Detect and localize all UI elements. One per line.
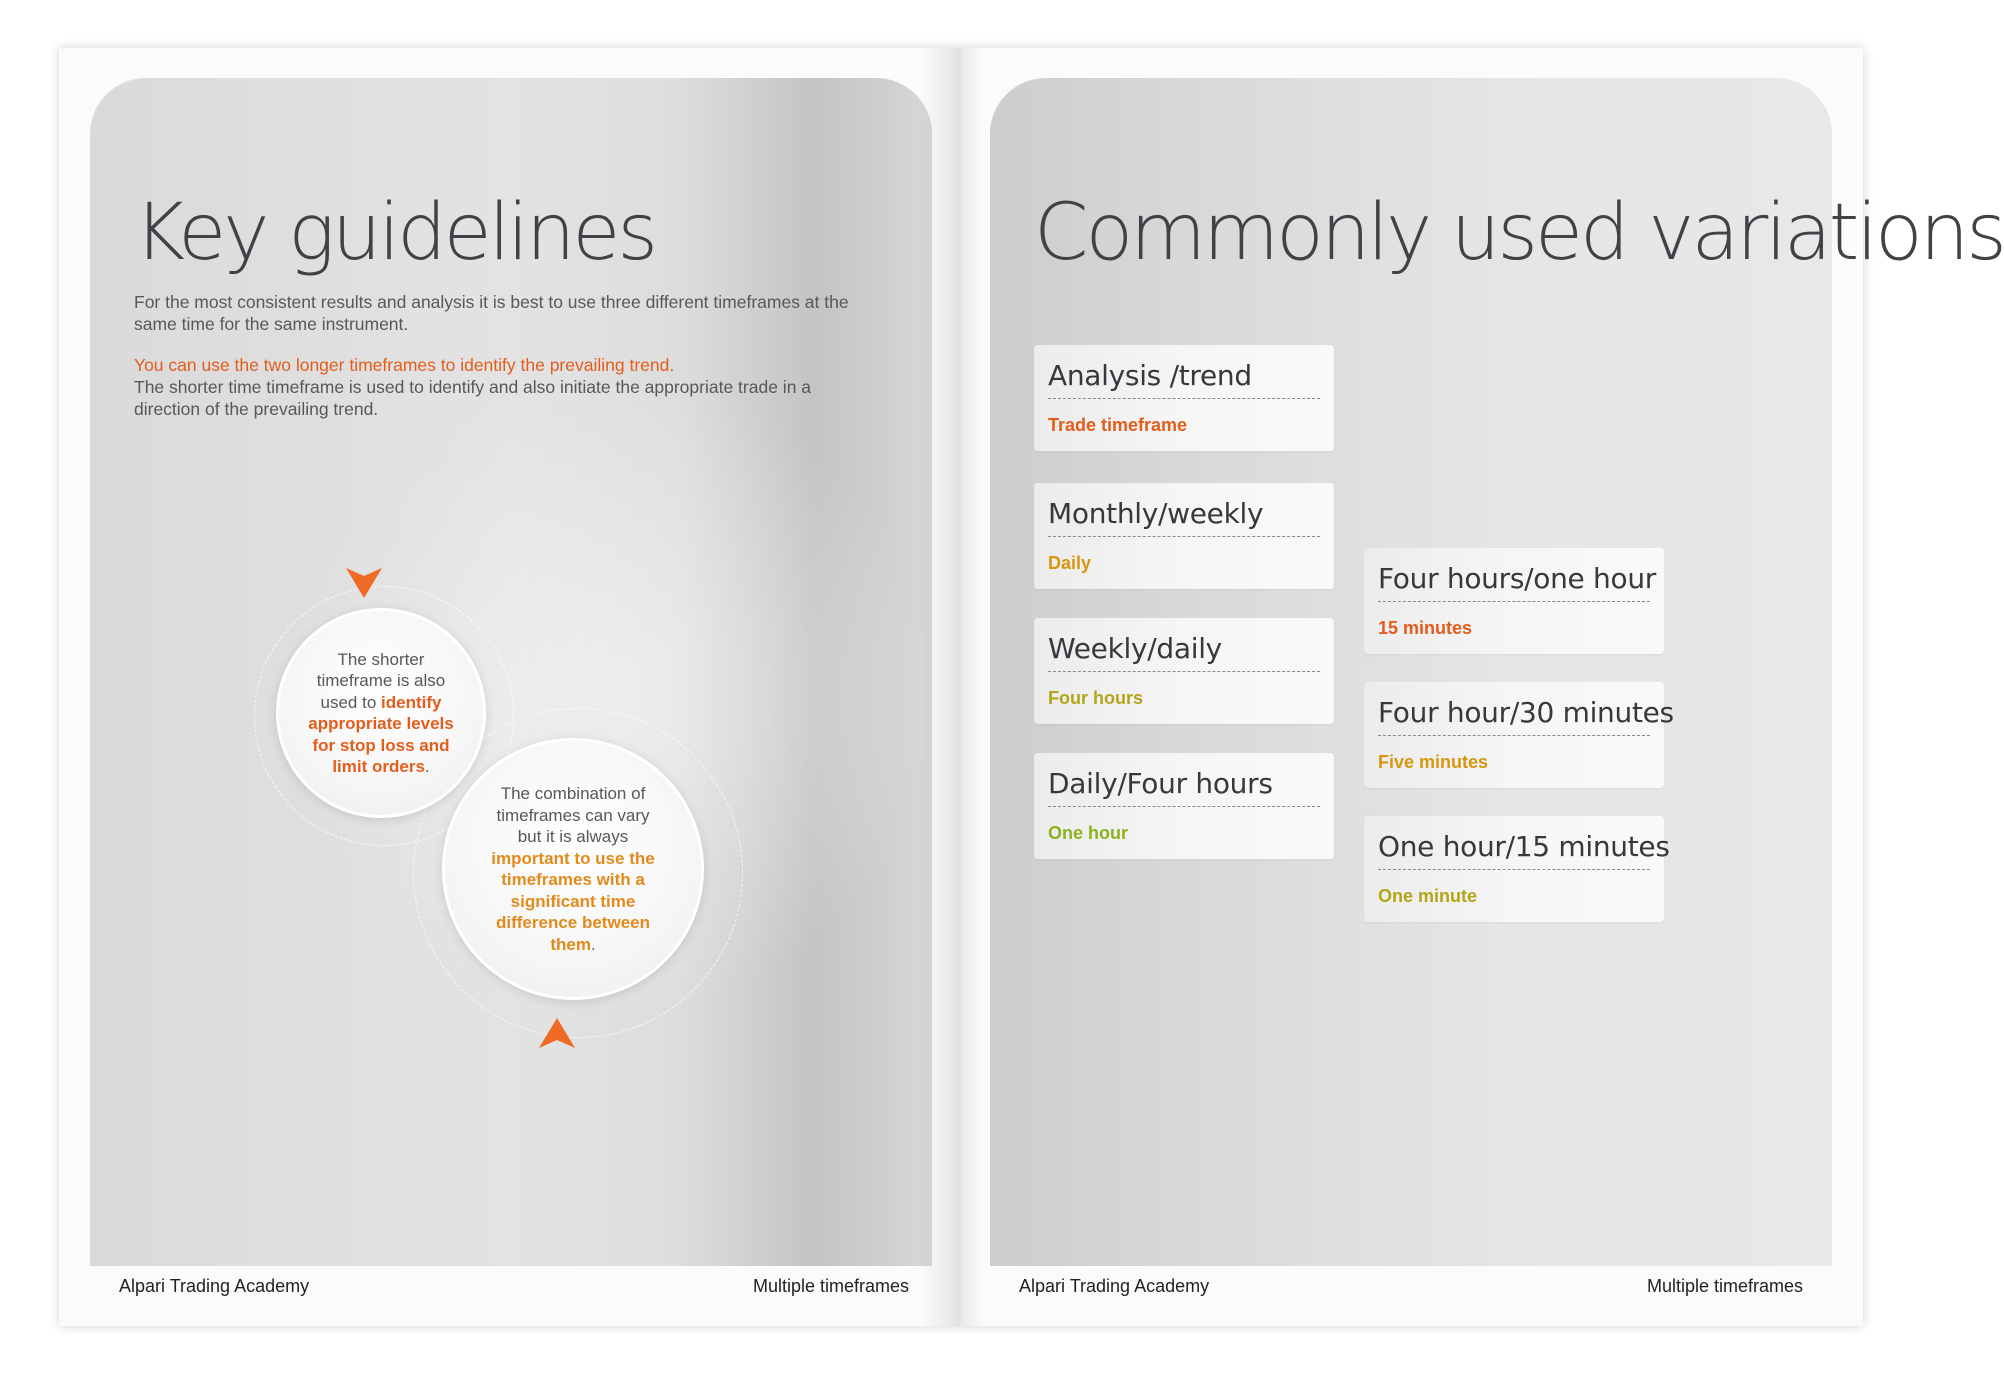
brochure-spread (59, 48, 2004, 1326)
card-subtitle: Trade timeframe (1048, 415, 1188, 435)
card-title: Daily/Four hours (1048, 767, 1320, 807)
card-subtitle: 15 minutes (1378, 618, 1473, 638)
card-subtitle: Five minutes (1378, 752, 1489, 772)
bubble-plain-text: The combination of timeframes can vary but it is always (496, 784, 650, 846)
card-subtitle: Daily (1048, 553, 1092, 573)
left-page (59, 48, 961, 1326)
card-title: One hour/15 minutes (1378, 830, 1650, 870)
body-text: The shorter time timeframe is used to identify and also initiate the appropriate trade in a direction of the prevailing trend. (134, 377, 812, 419)
variation-card (1034, 345, 1334, 451)
arrow-down-icon (344, 566, 384, 600)
intro-text (134, 291, 874, 439)
footer-brand: Alpari Trading Academy (119, 1276, 310, 1296)
page-title: Key guidelines (134, 188, 656, 278)
bubble-plain-text: The shorter timeframe is also used to (316, 649, 446, 712)
arrow-up-icon (537, 1016, 577, 1050)
highlight-text: You can use the two longer timeframes to identify the prevailing trend. (134, 355, 675, 375)
page-footer (59, 1276, 961, 1316)
card-title: Weekly/daily (1048, 632, 1320, 672)
card-title: Four hours/one hour (1378, 562, 1650, 602)
footer-section: Multiple timeframes (1646, 1276, 1803, 1296)
bubble-text (305, 649, 457, 778)
footer-brand: Alpari Trading Academy (1019, 1276, 1210, 1296)
card-subtitle: One hour (1048, 823, 1128, 843)
variation-card (1364, 548, 1664, 654)
intro-paragraph-2 (134, 354, 874, 420)
footer-section: Multiple timeframes (752, 1276, 909, 1296)
card-title: Analysis /trend (1048, 359, 1320, 399)
bubble-shorter-timeframe (276, 608, 486, 818)
card-subtitle: One minute (1378, 886, 1478, 906)
bubble-end-text: . (424, 757, 430, 776)
bubble-text (485, 783, 661, 955)
page-footer (961, 1276, 1863, 1316)
card-title: Four hour/30 minutes (1378, 696, 1650, 736)
bubble-highlight-text: important to use the timeframes with a significant time difference between them (491, 848, 655, 954)
variation-card (1034, 483, 1334, 589)
variation-card (1364, 682, 1674, 788)
variation-card (1034, 618, 1334, 724)
variation-card (1364, 816, 1670, 922)
variation-card (1034, 753, 1334, 859)
page-title: Commonly used variations (1034, 188, 2004, 278)
right-page (961, 48, 2004, 1326)
right-panel (990, 78, 2004, 1266)
left-panel (90, 78, 932, 1266)
card-subtitle: Four hours (1048, 688, 1143, 708)
bubble-combination (442, 738, 704, 1000)
bubble-end-text: . (590, 934, 596, 954)
card-title: Monthly/weekly (1048, 497, 1320, 537)
intro-paragraph: For the most consistent results and analysis it is best to use three different timeframes at the same time for the same instrument. (134, 292, 849, 334)
bubble-highlight-text: identify appropriate levels for stop loss and limit orders (308, 692, 454, 776)
